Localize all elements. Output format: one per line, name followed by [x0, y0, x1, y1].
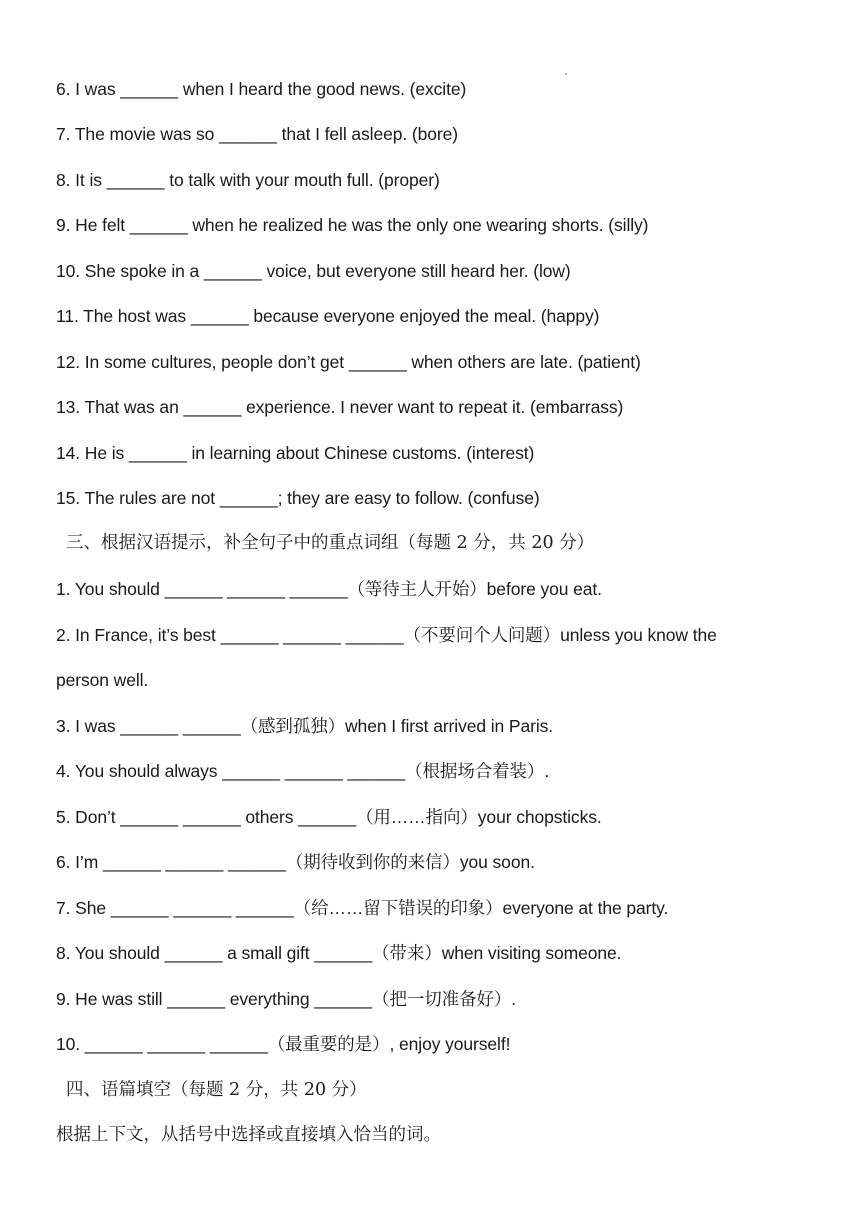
- question-item-continuation: person well.: [56, 670, 149, 690]
- question-item: 9. He was still ______ everything ______（把一切准备好）.: [56, 989, 517, 1009]
- question-item: 11. The host was ______ because everyone enjoyed the meal. (happy): [56, 306, 600, 326]
- section-instruction: 根据上下文，从括号中选择或直接填入恰当的词。: [56, 1125, 441, 1145]
- question-item: 10. She spoke in a ______ voice, but everyone still heard her. (low): [56, 261, 571, 281]
- question-item: 2. In France, it’s best ______ ______ ______（不要问个人问题）unless you know the: [56, 625, 717, 645]
- question-item: 6. I was ______ when I heard the good news. (excite): [56, 79, 467, 99]
- question-item: 7. The movie was so ______ that I fell asleep. (bore): [56, 124, 458, 144]
- section-heading: 四、语篇填空（每题 2 分，共 20 分）: [66, 1080, 367, 1100]
- scan-speck: [565, 73, 567, 75]
- question-item: 10. ______ ______ ______（最重要的是）, enjoy yourself!: [56, 1034, 511, 1054]
- question-item: 5. Don’t ______ ______ others ______（用……指向）your chopsticks.: [56, 807, 602, 827]
- question-item: 13. That was an ______ experience. I never want to repeat it. (embarrass): [56, 397, 624, 417]
- question-item: 7. She ______ ______ ______（给……留下错误的印象）everyone at the party.: [56, 898, 669, 918]
- section-heading: 三、根据汉语提示，补全句子中的重点词组（每题 2 分，共 20 分）: [66, 533, 595, 553]
- question-item: 3. I was ______ ______（感到孤独）when I first arrived in Paris.: [56, 716, 554, 736]
- question-item: 14. He is ______ in learning about Chinese customs. (interest): [56, 443, 535, 463]
- question-item: 1. You should ______ ______ ______（等待主人开始）before you eat.: [56, 579, 602, 599]
- question-item: 8. You should ______ a small gift ______（带来）when visiting someone.: [56, 943, 622, 963]
- question-item: 8. It is ______ to talk with your mouth full. (proper): [56, 170, 440, 190]
- question-item: 9. He felt ______ when he realized he was the only one wearing shorts. (silly): [56, 215, 649, 235]
- question-item: 6. I’m ______ ______ ______（期待收到你的来信）you soon.: [56, 852, 535, 872]
- question-item: 15. The rules are not ______; they are easy to follow. (confuse): [56, 488, 540, 508]
- question-item: 4. You should always ______ ______ ______（根据场合着装）.: [56, 761, 550, 781]
- question-item: 12. In some cultures, people don’t get ______ when others are late. (patient): [56, 352, 641, 372]
